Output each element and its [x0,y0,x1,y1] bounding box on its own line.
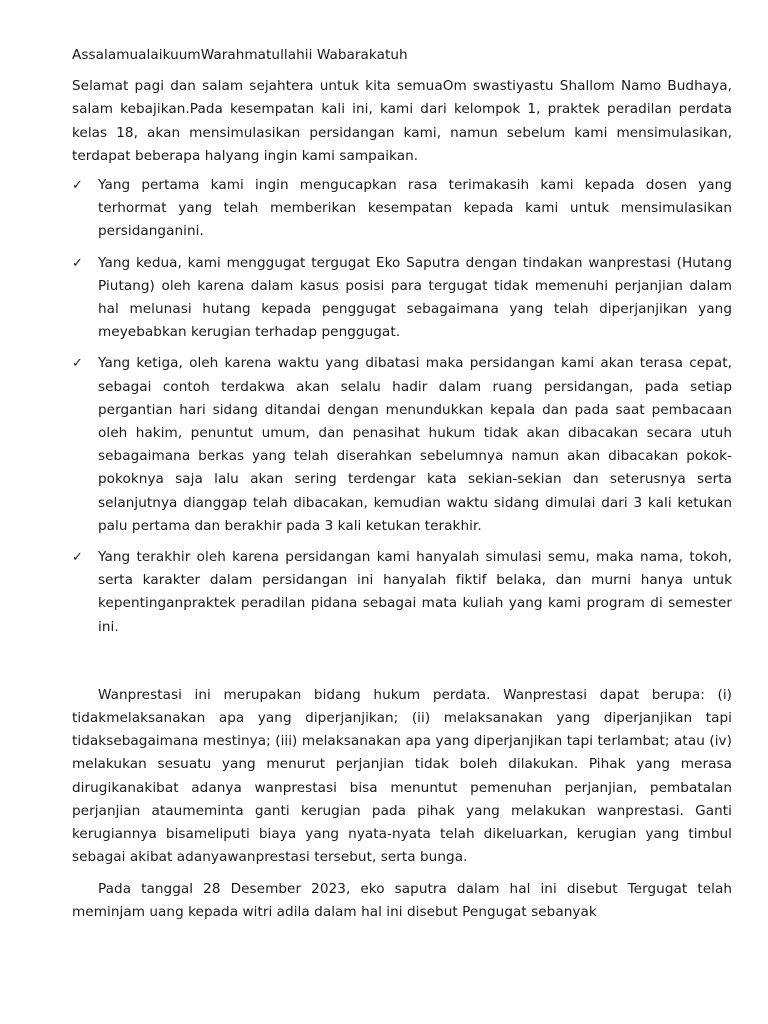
intro-paragraph: Selamat pagi dan salam sejahtera untuk kita semuaOm swastiyastu Shallom Namo Budhaya, salam kebajikan.Pada kesempatan kali ini, kami dari kelompok 1, praktek peradilan perdata kelas 18, akan mensimulasikan persidangan kami, namun sebelum kami mensimulasikan, terdapat beberapa halyang ingin kami sampaikan. [72,78,732,164]
checklist-item [72,174,732,244]
checklist-item-text: Yang ketiga, oleh karena waktu yang dibatasi maka persidangan kami akan terasa cepat, sebagai contoh terdakwa akan selalu hadir dalam ruang persidangan, pada setiap pergantian hari sidang ditandai dengan menundukkan kepala dan pada saat pembacaan oleh hakim, penuntut umum, dan penasihat hukum tidak akan dibacakan secara utuh sebagaimana berkas yang telah diserahkan sebelumnya namun akan dibacakan pokok-pokoknya saja lalu akan sering terdengar kata sekian-sekian dan seterusnya serta selanjutnya dianggap telah dibacakan, kemudian waktu sidang dimulai dari 3 kali ketukan palu pertama dan berakhir pada 3 kali ketukan terakhir. [98,355,732,534]
checkmark-icon: ✓ [72,178,83,194]
checkmark-icon: ✓ [72,255,83,271]
checklist [72,174,732,639]
checklist-item [72,252,732,345]
checklist-item-text: Yang kedua, kami menggugat tergugat Eko Saputra dengan tindakan wanprestasi (Hutang Piutang) oleh karena dalam kasus posisi para tergugat tidak memenuhi perjanjian dalam hal melunasi hutang kepada penggugat sebagaimana yang telah diperjanjikan yang meyebabkan kerugian terhadap penggugat. [98,254,732,341]
checkmark-icon: ✓ [72,550,83,566]
checklist-item [72,546,732,639]
greeting-line: AssalamualaikuumWarahmatullahii Wabarakatuh [72,47,408,63]
checklist-item-text: Yang pertama kami ingin mengucapkan rasa terimakasih kami kepada dosen yang terhormat yang telah memberikan kesempatan kepada kami untuk mensimulasikan persidanganini. [98,177,732,240]
section-spacer [72,647,732,684]
case-paragraph: Pada tanggal 28 Desember 2023, eko saputra dalam hal ini disebut Tergugat telah meminjam uang kepada witri adila dalam hal ini disebut Pengugat sebanyak [72,880,732,920]
wanprestasi-paragraph: Wanprestasi ini merupakan bidang hukum perdata. Wanprestasi dapat berupa: (i) tidakmelaksanakan apa yang diperjanjikan; (ii) melaksanakan yang diperjanjikan tapi tidaksebagaimana mestinya; (iii) melaksanakan apa yang diperjanjikan tapi terlambat; atau (iv) melakukan sesuatu yang menurut perjanjian tidak boleh dilakukan. Pihak yang merasa dirugikanakibat adanya wanprestasi bisa menuntut pemenuhan perjanjian, pembatalan perjanjian ataumeminta ganti kerugian pada pihak yang melakukan wanprestasi. Ganti kerugiannya bisameliputi biaya yang nyata-nyata telah dikeluarkan, kerugian yang timbul sebagai akibat adanyawanprestasi tersebut, serta bunga. [72,686,732,866]
document-page [72,44,732,924]
checklist-item-text: Yang terakhir oleh karena persidangan kami hanyalah simulasi semu, maka nama, tokoh, serta karakter dalam persidangan ini hanyalah fiktif belaka, dan murni hanya untuk kepentinganpraktek peradilan pidana sebagai mata kuliah yang kami program di semester ini. [98,549,732,635]
checklist-item [72,352,732,538]
checkmark-icon: ✓ [72,356,83,372]
